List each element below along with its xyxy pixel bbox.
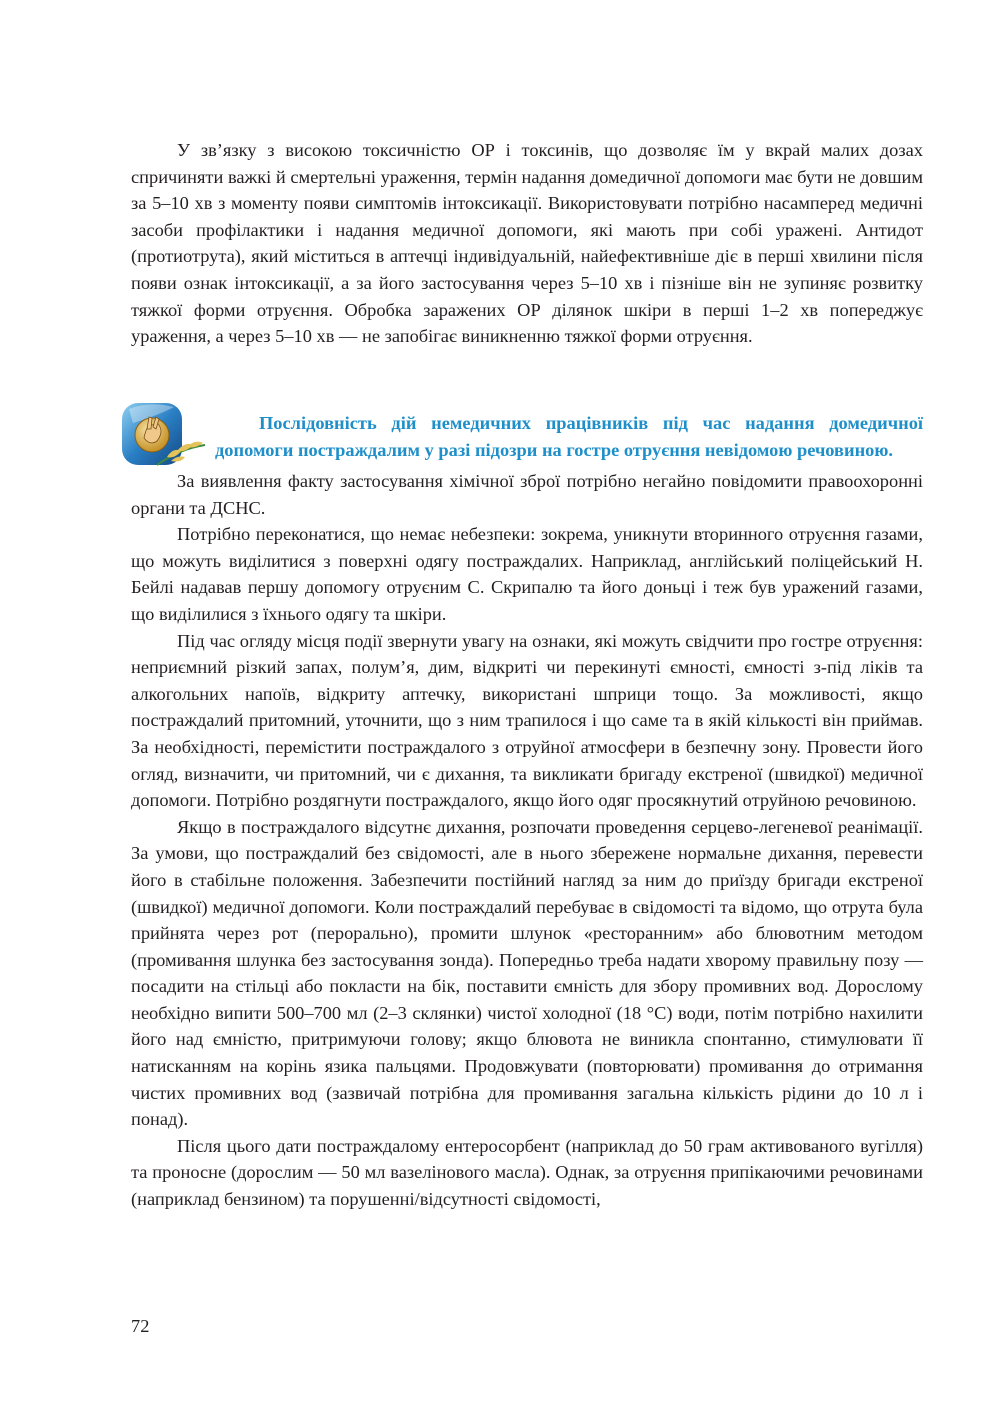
paragraph: Після цього дати постраждалому ентеросорбент (наприклад до 50 грам активованого вугілля) та проносне (дорослим — 50 мл вазелінового масла). Однак, за отруєння припікаючими речовинами (наприклад бензином) та порушенні/відсутності свідомості, — [131, 1135, 923, 1210]
paragraph: За виявлення факту застосування хімічної зброї потрібно негайно повідомити правоохоронні органи та ДСНС. — [131, 471, 923, 518]
paragraph: Потрібно переконатися, що немає небезпеки: зокрема, уникнути вторинного отруєння газами, що можуть виділитися з поверхні одягу постраждалих. Наприклад, англійський поліцейський Н. Бейлі надавав першу допомогу отруєним С. Скрипалю та його доньці і теж був уражений газами, що виділилися з їхнього одягу та шкіри. — [131, 524, 923, 624]
intro-block — [131, 137, 923, 350]
main-text-block — [131, 468, 923, 1213]
medical-hand-icon — [119, 393, 209, 475]
paragraph: Якщо в постраждалого відсутнє дихання, розпочати проведення серцево-легеневої реанімації. За умови, що постраждалий без свідомості, але в нього збережене нормальне дихання, перевести його в стабільне положення. Забезпечити постійний нагляд за ним до приїзду бригади екстреної (швидкої) медичної допомоги. Коли постраждалий перебуває в свідомості та відомо, що отрута була прийнята через рот (перорально), промити шлунок «ресторанним» або блювотним методом (промивання шлунка без застосування зонда). Попередньо треба надати хворому правильну позу — посадити на стільці або покласти на бік, поставити ємність для збору промивних вод. Дорослому необхідно випити 500–700 мл (2–3 склянки) чистої холодної (18 °C) води, потім потрібно нахилити його над ємністю, притримуючи голову; якщо блювота не виникла спонтанно, стимулювати її натисканням на корінь язика пальцями. Продовжувати (повторювати) промивання до отримання чистих промивних вод (зазвичай потрібна для промивання загальна кількість рідини до 10 л і понад). — [131, 816, 923, 1130]
page-number: 72 — [131, 1316, 150, 1336]
paragraph: Під час огляду місця події звернути увагу на ознаки, які можуть свідчити про гостре отруєння: неприємний різкий запах, полум’я, дим, відкриті чи перекинуті ємності, ємності з-під ліків та алкогольних напоїв, відкриту аптечку, використані шприци тощо. За можливості, якщо постраждалий притомний, уточнити, що з ним трапилося і що саме та в якій кількості він приймав. За необхідності, перемістити постраждалого з отруйної атмосфери в безпечну зону. Провести його огляд, визначити, чи притомний, чи є дихання, та викликати бригаду екстреної (швидкої) медичної допомоги. Потрібно роздягнути постраждалого, якщо його одяг просякнутий отруйною речовиною. — [131, 630, 923, 811]
paragraph: У зв’язку з високою токсичністю ОР і токсинів, що дозволяє їм у вкрай малих дозах спричиняти важкі й смертельні ураження, термін надання домедичної допомоги має бути не довшим за 5–10 хв з моменту появи симптомів інтоксикації. Використовувати потрібно насамперед медичні засоби профілактики і надання медичної допомоги, які мають при собі уражені. Антидот (протиотрута), який міститься в аптечці індивідуальній, найефективніше діє в перші хвилини після появи ознак інтоксикації, а за його застосування через 5–10 хв і пізніше він не зупиняє розвитку тяжкої форми отруєння. Обробка заражених ОР ділянок шкіри в перші 1–2 хв попереджує ураження, а через 5–10 хв — не запобігає виникненню тяжкої форми отруєння. — [131, 140, 923, 347]
callout-heading: Послідовність дій немедичних працівників під час надання домедичної допомоги постраждалим у разі підозри на гостре отруєння невідомою речовиною. — [215, 413, 923, 460]
